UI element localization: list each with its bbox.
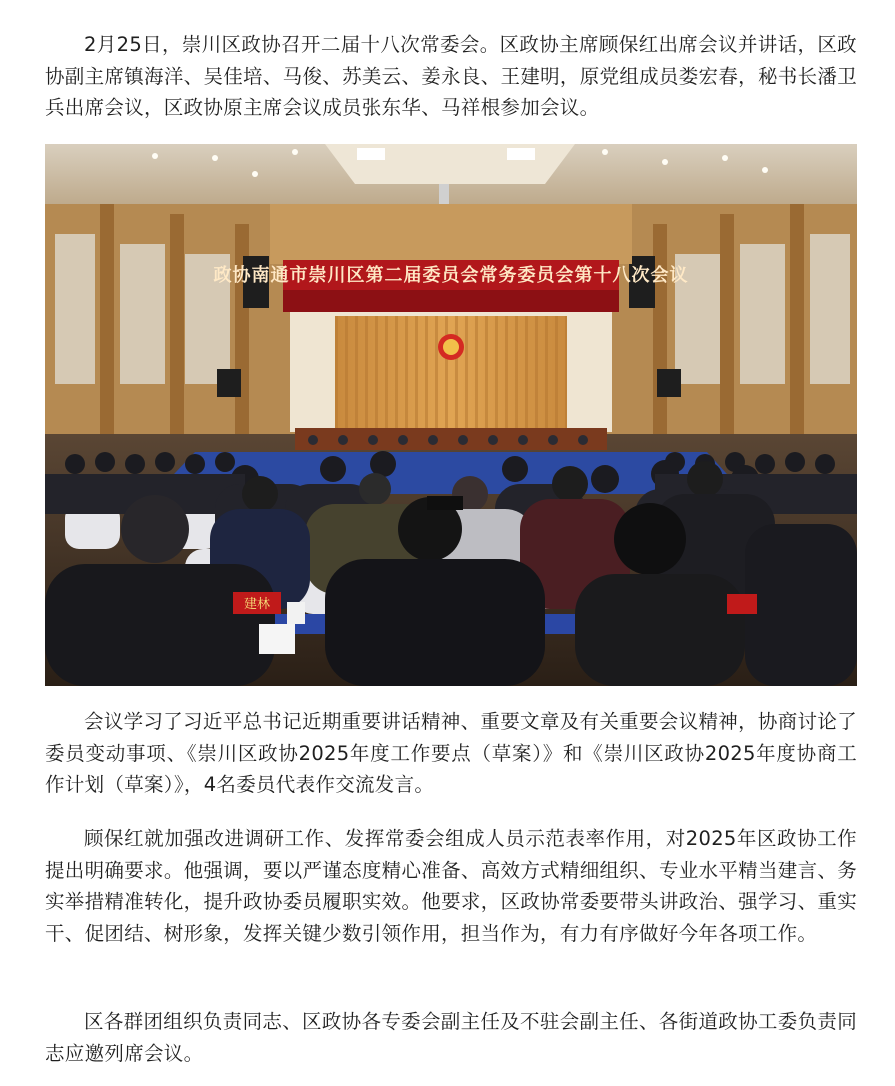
paragraph-intro: 2月25日，崇川区政协召开二届十八次常委会。区政协主席顾保红出席会议并讲话，区政协副主席镇海洋、吴佳培、马俊、苏美云、姜永良、王建明，原党组成员娄宏春，秘书长潘卫兵出席会议，区政协原主席会议成员张东华、马祥根参加会议。	[45, 33, 857, 119]
nameplate-text: 建林	[243, 597, 271, 612]
paragraph-requirements: 顾保红就加强改进调研工作、发挥常委会组成人员示范表率作用，对2025年区政协工作提出明确要求。他强调，要以严谨态度精心准备、高效方式精细组织、专业水平精当建言、务实举措精准转化，提升政协委员履职实效。他要求，区政协常委要带头讲政治、强学习、重实干、促团结、树形象，发挥关键少数引领作用，担当作为，有力有序做好今年各项工作。	[45, 827, 857, 945]
paragraph-attendees: 区各群团组织负责同志、区政协各专委会副主任及不驻会副主任、各街道政协工委负责同志应邀列席会议。	[45, 1010, 857, 1065]
paragraph-study: 会议学习了习近平总书记近期重要讲话精神、重要文章及有关重要会议精神，协商讨论了委员变动事项、《崇川区政协2025年度工作要点（草案）》和《崇川区政协2025年度协商工作计划（草案）》，4名委员代表作交流发言。	[45, 710, 857, 796]
meeting-photo	[45, 144, 857, 686]
banner-text: 政协南通市崇川区第二届委员会常务委员会第十八次会议	[213, 265, 689, 286]
